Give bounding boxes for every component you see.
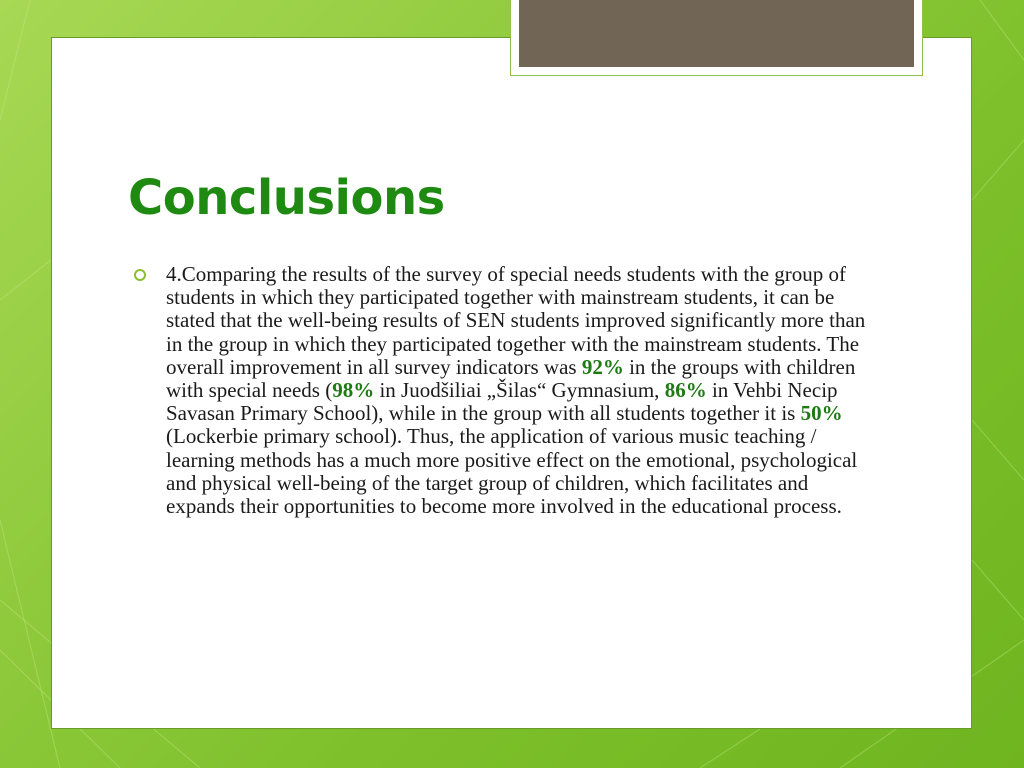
text-segment: in Vehbi Necip Savasan Primary School), while in the group with all students together it is bbox=[166, 378, 838, 426]
bullet-item bbox=[130, 263, 870, 518]
percent-50: 50% bbox=[800, 401, 843, 426]
text-segment: in the groups with children with special needs ( bbox=[166, 354, 856, 403]
percent-86: 86% bbox=[664, 378, 707, 403]
slide-title: Conclusions bbox=[128, 170, 445, 226]
bullet-text bbox=[166, 262, 865, 518]
top-decorative-tab bbox=[510, 0, 923, 76]
top-tab-fill bbox=[519, 0, 914, 67]
text-segment: 4.Comparing the results of the survey of special needs students with the group of students in which they participated together with mainstream students, it can be stated that the well-being results of SEN students improved significantly more than in the group in which they participated together with the mainstream students. The overall improvement in all survey indicators was bbox=[166, 262, 866, 379]
percent-92: 92% bbox=[581, 354, 624, 379]
percent-98: 98% bbox=[332, 378, 375, 403]
text-segment: (Lockerbie primary school). Thus, the application of various music teaching / learning methods has a much more positive effect on the emotional, psychological and physical well-being of the target group of children, which facilitates and expands their opportunities to become more involved in the educational process. bbox=[166, 424, 858, 519]
hollow-circle-bullet-icon bbox=[134, 269, 146, 281]
bullet-list bbox=[130, 263, 870, 518]
text-segment: in Juodšiliai „Šilas“ Gymnasium, bbox=[374, 378, 665, 403]
